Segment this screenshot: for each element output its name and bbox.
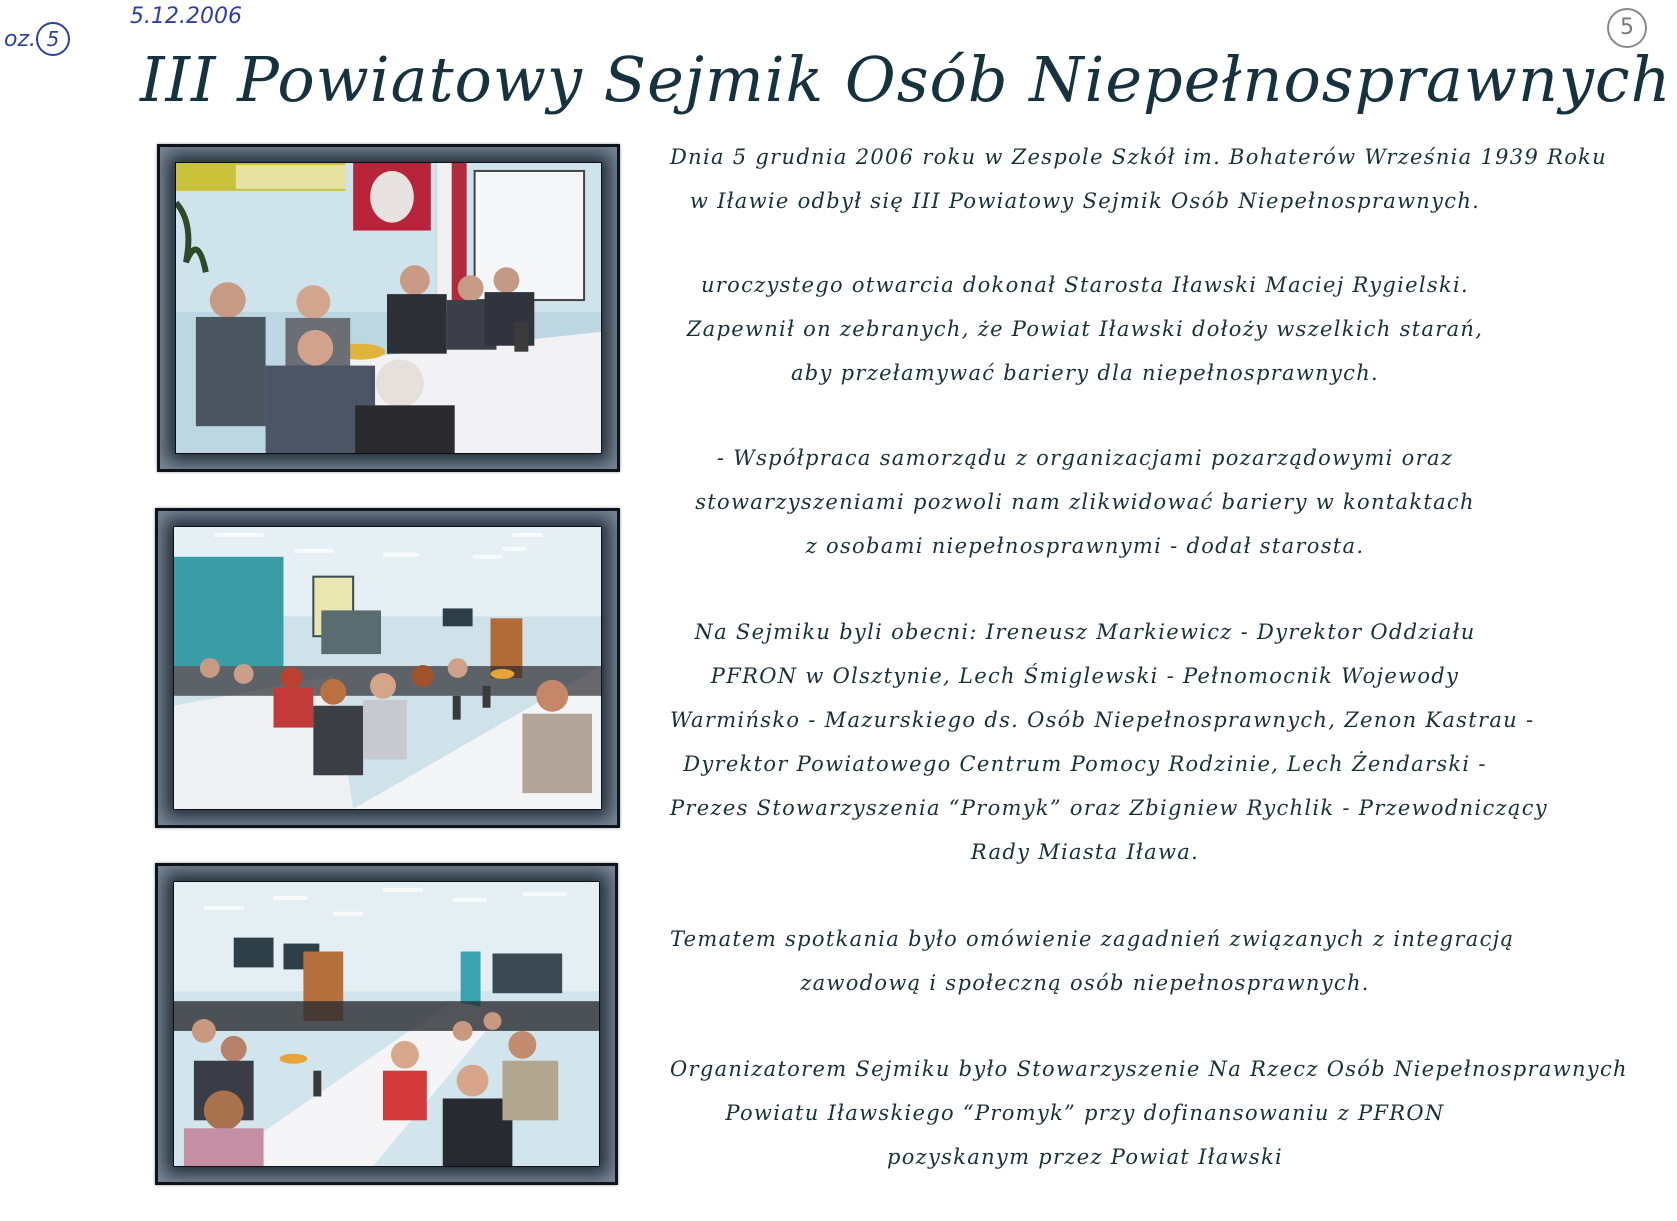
text-line: Powiatu Iławskiego “Promyk” przy dofinansowaniu z PFRON (725, 1101, 1445, 1125)
page-title: III Powiatowy Sejmik Osób Niepełnosprawnych (140, 43, 1672, 116)
handwritten-page-mark (4, 22, 70, 56)
text-line: PFRON w Olsztynie, Lech Śmiglewski - Pełnomocnik Wojewody (710, 664, 1460, 688)
text-line: stowarzyszeniami pozwoli nam zlikwidować bariery w kontaktach (695, 490, 1475, 514)
text-line: Zapewnił on zebranych, że Powiat Iławski dołoży wszelkich starań, (686, 317, 1484, 341)
text-line: Tematem spotkania było omówienie zagadnień związanych z integracją (670, 927, 1515, 951)
text-line: Dnia 5 grudnia 2006 roku w Zespole Szkół im. Bohaterów Września 1939 Roku (670, 145, 1607, 169)
photo-audience-hall (155, 508, 620, 828)
head-table-image (176, 163, 601, 453)
text-line: z osobami niepełnosprawnymi - dodał starosta. (805, 534, 1365, 558)
text-line: aby przełamywać bariery dla niepełnosprawnych. (790, 361, 1379, 385)
mark-prefix: oz. (4, 27, 37, 52)
paragraph-intro (670, 135, 1607, 223)
photo-head-table (157, 144, 620, 472)
text-line: zawodową i społeczną osób niepełnosprawnych. (800, 971, 1370, 995)
text-line: Organizatorem Sejmiku było Stowarzyszenie Na Rzecz Osób Niepełnosprawnych (670, 1057, 1628, 1081)
photo-audience-tables (155, 863, 618, 1185)
text-line: uroczystego otwarcia dokonał Starosta Iławski Maciej Rygielski. (700, 273, 1470, 297)
handwritten-date: 5.12.2006 (130, 4, 242, 29)
text-line: Prezes Stowarzyszenia “Promyk” oraz Zbigniew Rychlik - Przewodniczący (670, 796, 1548, 820)
audience-hall-image (174, 527, 601, 809)
text-line: - Współpraca samorządu z organizacjami pozarządowymi oraz (716, 446, 1454, 470)
paragraph-attendees (670, 610, 1548, 874)
paragraph-organizer (670, 1047, 1628, 1179)
circled-number: 5 (36, 22, 70, 56)
text-line: Warmińsko - Mazurskiego ds. Osób Niepełnosprawnych, Zenon Kastrau - (670, 708, 1535, 732)
paragraph-quote (670, 436, 1500, 568)
circled-page-number: 5 (1607, 8, 1647, 48)
paragraph-opening (670, 263, 1500, 395)
paragraph-topic (670, 917, 1515, 1005)
text-line: Rady Miasta Iława. (970, 840, 1200, 864)
text-line: pozyskanym przez Powiat Iławski (886, 1145, 1284, 1169)
text-line: Dyrektor Powiatowego Centrum Pomocy Rodzinie, Lech Żendarski - (683, 752, 1487, 776)
text-line: Na Sejmiku byli obecni: Ireneusz Markiewicz - Dyrektor Oddziału (694, 620, 1476, 644)
audience-tables-image (174, 882, 599, 1166)
text-line: w Iławie odbył się III Powiatowy Sejmik Osób Niepełnosprawnych. (689, 189, 1481, 213)
